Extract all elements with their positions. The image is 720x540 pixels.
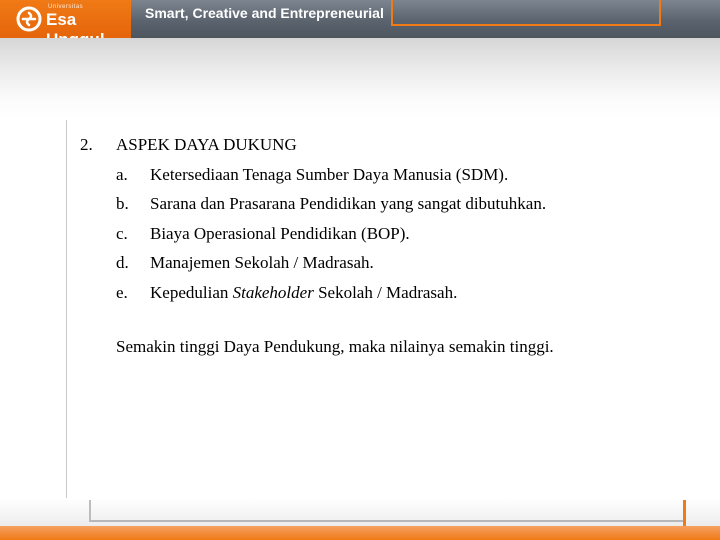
section-number: 2. bbox=[80, 135, 93, 154]
list-item-text: Ketersediaan Tenaga Sumber Daya Manusia (SDM). bbox=[150, 164, 509, 184]
list-item-letter: e. bbox=[116, 282, 128, 302]
list-item-text: Biaya Operasional Pendidikan (BOP). bbox=[150, 223, 410, 243]
text-after: Sekolah / Madrasah. bbox=[313, 282, 458, 302]
section-heading: ASPEK DAYA DUKUNG bbox=[116, 135, 297, 154]
list-item-text: Manajemen Sekolah / Madrasah. bbox=[150, 253, 374, 272]
tagline: Smart, Creative and Entrepreneurial bbox=[145, 5, 384, 21]
list-item-letter: b. bbox=[116, 194, 129, 213]
list-item-text: Sarana dan Prasarana Pendidikan yang sangat dibutuhkan. bbox=[150, 194, 547, 213]
logo-text: Esa bbox=[46, 10, 77, 29]
list-item-letter: d. bbox=[116, 253, 129, 272]
list-item-letter: a. bbox=[116, 164, 128, 184]
list-item-text bbox=[150, 278, 457, 308]
list-item-letter: c. bbox=[116, 223, 128, 243]
logo-small-text: Universitas bbox=[48, 4, 84, 10]
text-italic: Stakeholder bbox=[232, 282, 314, 302]
text-before: Kepedulian bbox=[150, 282, 233, 302]
conclusion-text: Semakin tinggi Daya Pendukung, maka nilainya semakin tinggi. bbox=[116, 337, 554, 356]
